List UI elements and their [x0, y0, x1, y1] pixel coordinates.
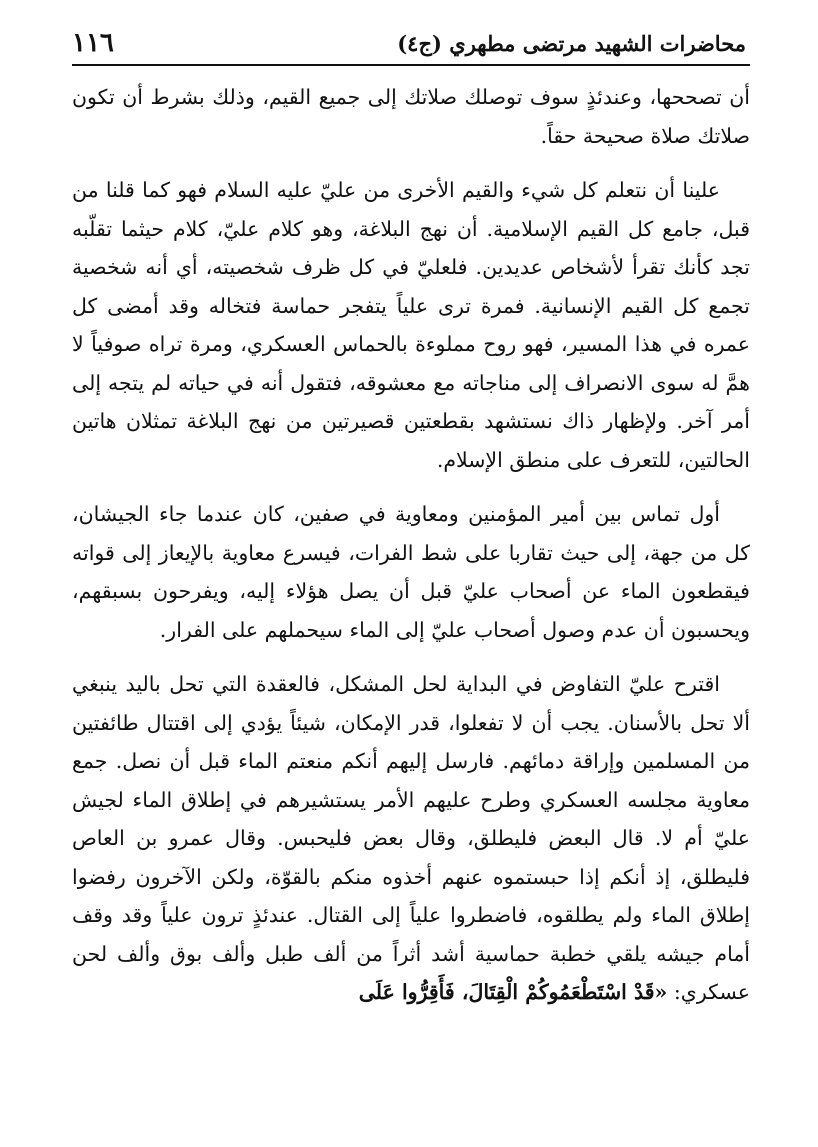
- page-number: ١١٦: [72, 28, 114, 58]
- paragraph-4-text: اقترح عليّ التفاوض في البداية لحل المشكل، فالعقدة التي تحل باليد ينبغي ألا تحل بالأسنان. يجب أن لا تفعلوا، قدر الإمكان، شيئاً يؤدي إلى اقتتال طائفتين من المسلمين وإراقة دمائهم. فارسل إليهم أنكم منعتم الماء قبل أن نصل. جمع معاوية مجلسه العسكري وطرح عليهم الأمر يستشيرهم في إطلاق الماء لجيش عليّ أم لا. قال البعض فليطلق، وقال بعض فليحبس. وقال عمرو بن العاص فليطلق، إذ أنكم إذا حبستموه عنهم أخذوه منكم بالقوّة، ولكن الآخرون رفضوا إطلاق الماء ولم يطلقوه، فاضطروا علياً إلى القتال. عندئذٍ ترون علياً وقد وقف أمام جيشه يلقي خطبة حماسية أشد أثراً من ألف طبل وألف بوق وألف لحن عسكري:: [72, 672, 750, 1004]
- paragraph-2: علينا أن نتعلم كل شيء والقيم الأخرى من عليّ عليه السلام فهو كما قلنا من قبل، جامع كل القيم الإسلامية. أن نهج البلاغة، وهو كلام عليّ، كلام حيثما تقلّبه تجد كأنك تقرأ لأشخاص عديدين. فلعليّ في كل ظرف شخصيته، أي أنه شخصية تجمع كل القيم الإنسانية. فمرة ترى علياً يتفجر حماسة فتخاله وقد أمضى كل عمره في هذا المسير، فهو روح مملوءة بالحماس العسكري، ومرة تراه صوفياً لا همَّ له سوى الانصراف إلى مناجاته مع معشوقه، فتقول أنه في حياته لم يتجه إلى أمر آخر. ولإظهار ذاك نستشهد بقطعتين قصيرتين من نهج البلاغة تمثلان هاتين الحالتين، للتعرف على منطق الإسلام.: [72, 178, 750, 472]
- page-header: [72, 28, 750, 66]
- paragraph-3: أول تماس بين أمير المؤمنين ومعاوية في صفين، كان عندما جاء الجيشان، كل من جهة، إلى حيث تقاربا على شط الفرات، فيسرع معاوية بالإيعاز إلى قواته فيقطعون الماء عن أصحاب عليّ قبل أن يصل هؤلاء إليه، ويفرحون بسبقهم، ويحسبون أن عدم وصول أصحاب عليّ إلى الماء سيحملهم على الفرار.: [72, 502, 750, 642]
- running-title: محاضرات الشهيد مرتضى مطهري (ج٤): [397, 31, 746, 56]
- paragraph-4: [72, 665, 750, 1012]
- quote-fragment: «قَدْ اسْتَطْعَمُوكُمْ الْقِتَالَ، فَأَقِرُّوا عَلَى: [358, 980, 668, 1004]
- body-text: [72, 78, 750, 1012]
- paragraph-1: أن تصححها، وعندئذٍ سوف توصلك صلاتك إلى جميع القيم، وذلك بشرط أن تكون صلاتك صلاة صحيحة حقاً.: [72, 85, 750, 148]
